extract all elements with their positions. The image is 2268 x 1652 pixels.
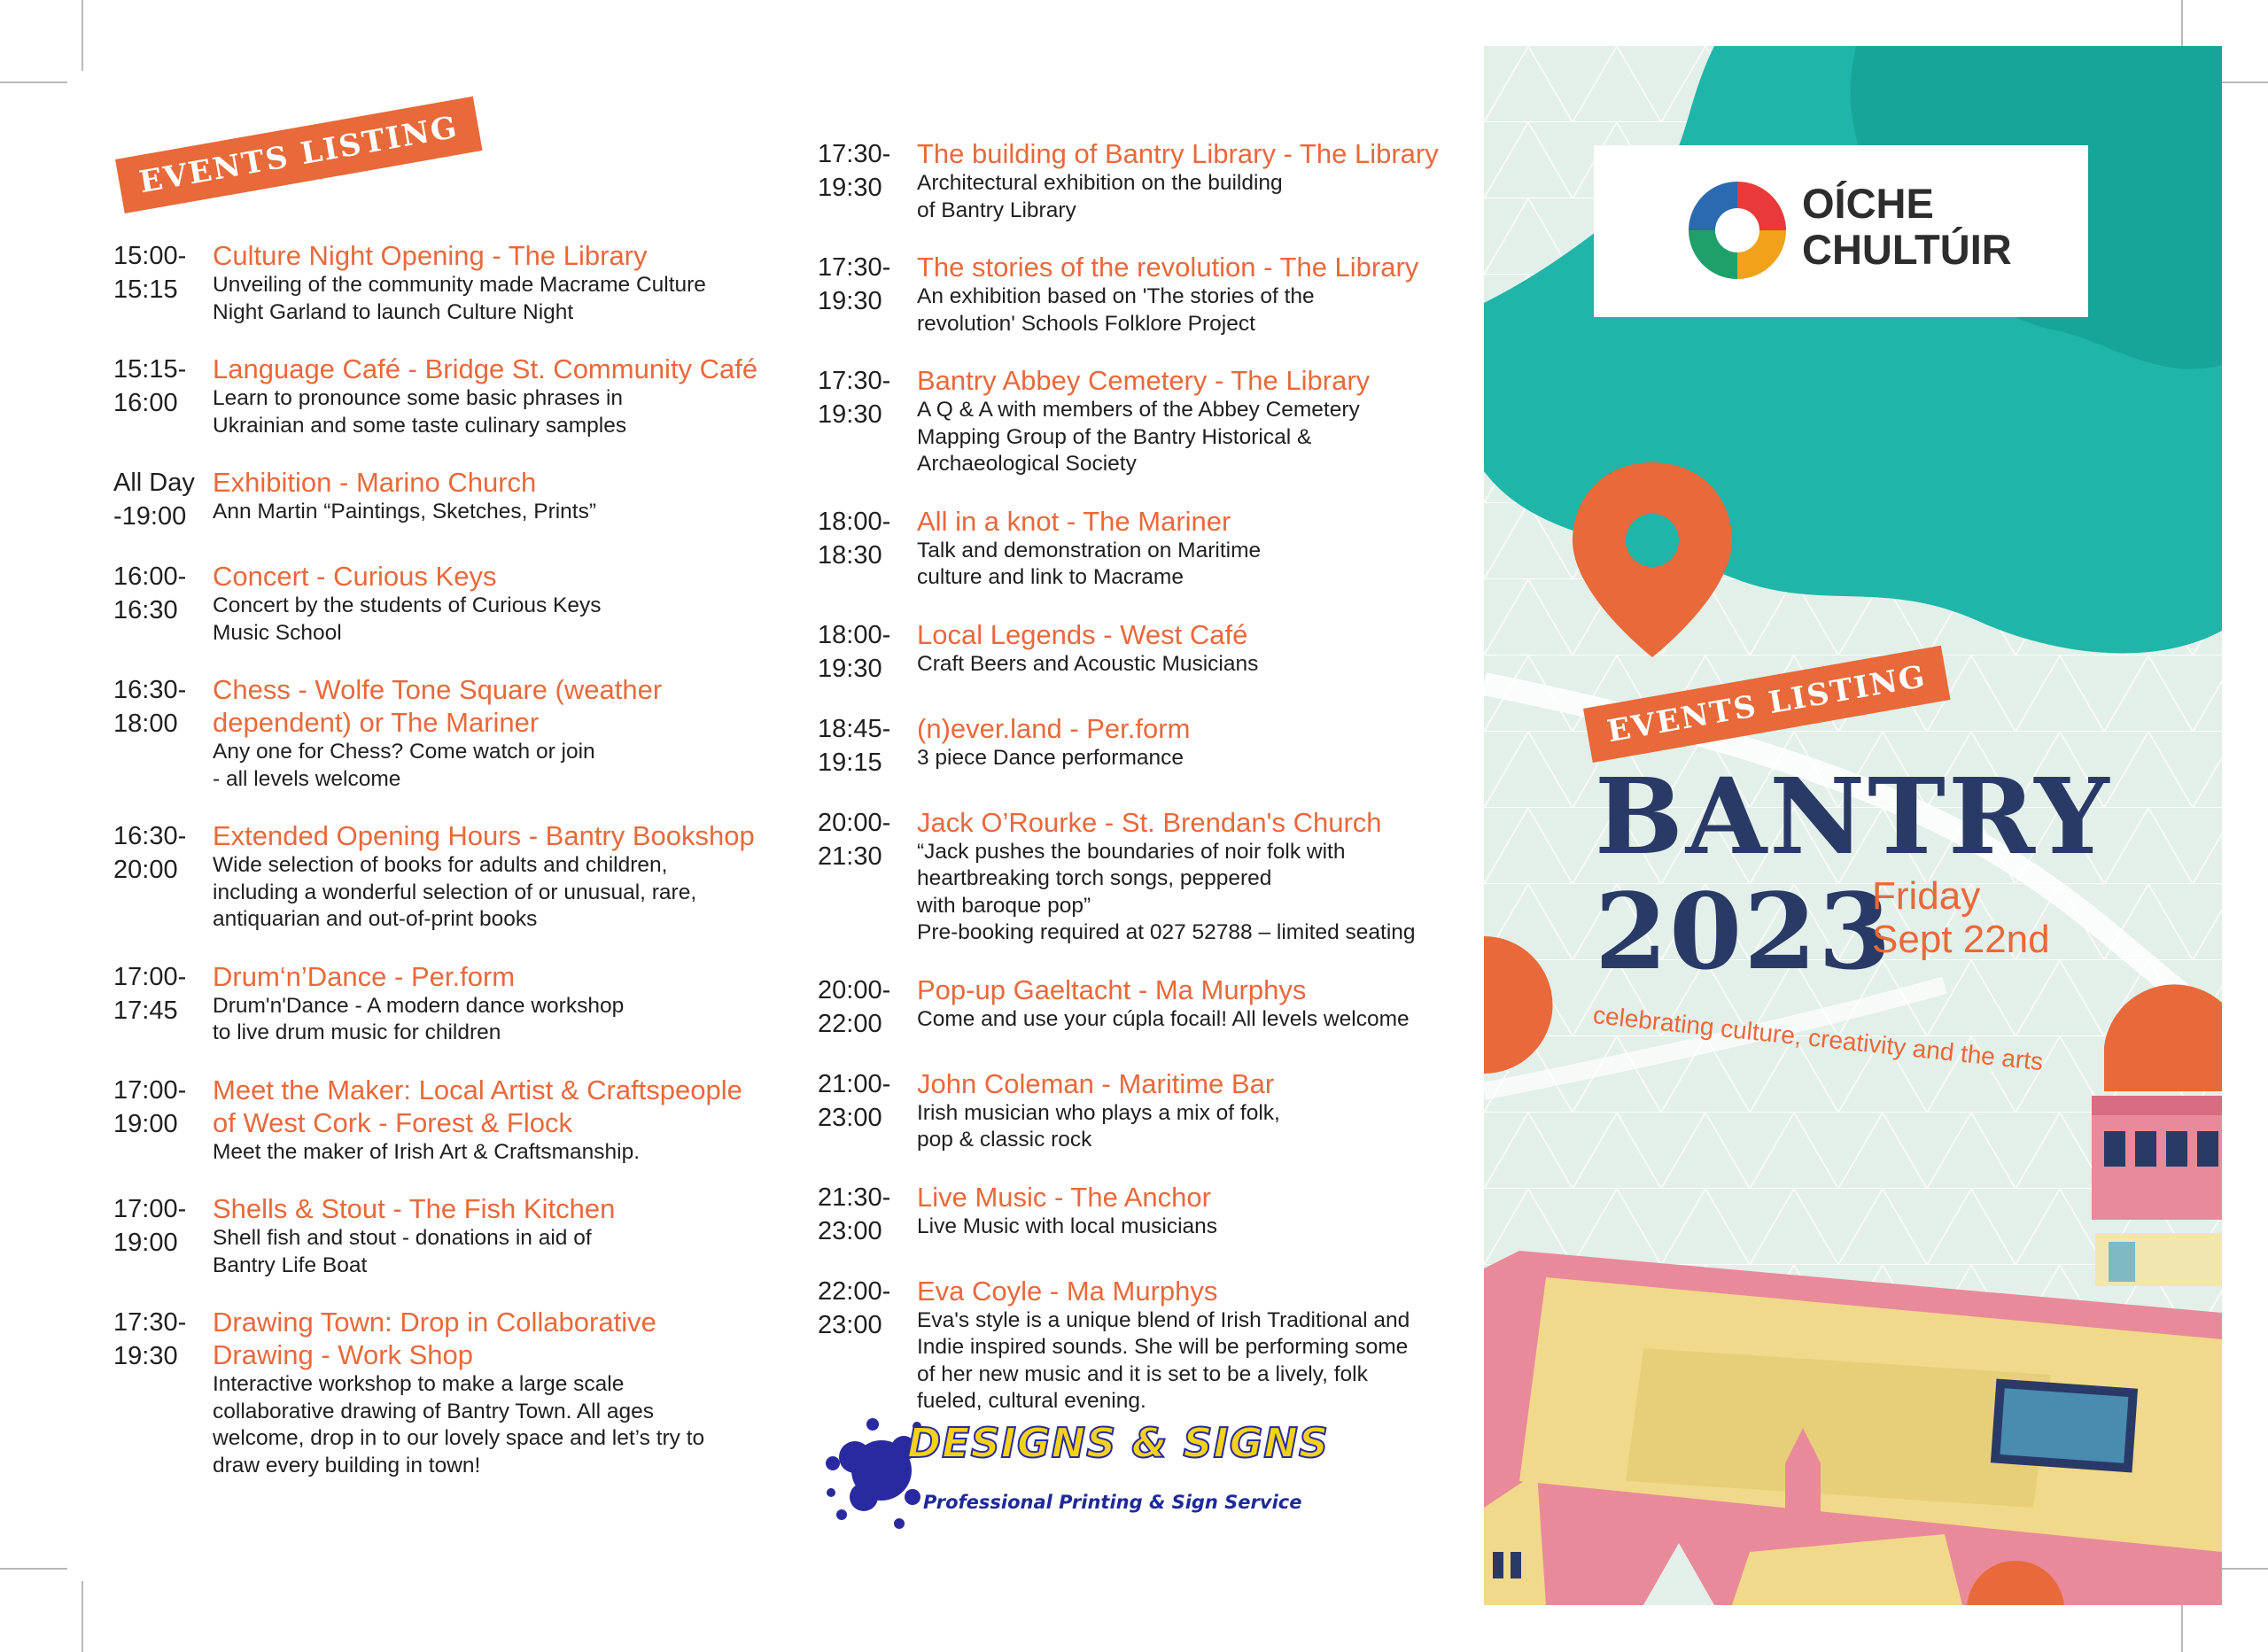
event-time — [113, 466, 195, 533]
event-details — [917, 712, 1190, 772]
event-description: pop & classic rock — [917, 1128, 1092, 1152]
event-description: antiquarian and out-of-print books — [213, 907, 538, 931]
designs-and-signs-logo — [815, 1408, 1330, 1541]
cover-date — [1872, 874, 2050, 961]
event-title: The stories of the revolution - The Library — [917, 252, 1419, 283]
event-description: Any one for Chess? Come watch or join — [213, 740, 595, 764]
event-details — [917, 1275, 1410, 1415]
event-title: Concert - Curious Keys — [213, 561, 497, 592]
event-details — [213, 1074, 742, 1167]
event-time — [818, 251, 890, 318]
event-time-line: 23:00 — [818, 1216, 882, 1245]
event-details — [917, 973, 1410, 1034]
event-description: draw every building in town! — [213, 1453, 481, 1477]
crop-mark — [0, 81, 67, 83]
event-time — [818, 973, 890, 1041]
event-title: dependent) or The Mariner — [213, 707, 540, 738]
event-time — [113, 960, 186, 1028]
event-time — [113, 673, 186, 741]
event-time-line: 19:00 — [113, 1109, 178, 1138]
event-time-line: 16:00- — [113, 562, 187, 591]
event-title: Language Café - Bridge St. Community Café — [213, 353, 758, 384]
event-title: Eva Coyle - Ma Murphys — [917, 1275, 1218, 1307]
event-title: (n)ever.land - Per.form — [917, 712, 1191, 744]
event-time-line: 19:30 — [818, 400, 882, 429]
event-time-line: 16:00 — [113, 389, 178, 417]
event-time — [818, 1275, 890, 1342]
event-title: Exhibition - Marino Church — [213, 467, 537, 498]
event-time-line: 20:00 — [113, 856, 178, 884]
event-details — [213, 960, 624, 1047]
event-description: Ukrainian and some taste culinary samples — [213, 413, 627, 438]
events-listing-banner: EVENTS LISTING — [115, 97, 483, 213]
event-time-line: 19:30 — [113, 1342, 178, 1370]
event-time — [113, 353, 186, 420]
event-details — [917, 1067, 1280, 1154]
event-description: An exhibition based on 'The stories of the — [917, 284, 1315, 308]
event-title: All in a knot - The Mariner — [917, 505, 1231, 537]
event-description: Archaeological Society — [917, 452, 1137, 476]
event-description: Irish musician who plays a mix of folk, — [917, 1100, 1280, 1125]
event-time-line: 17:00- — [113, 1195, 187, 1223]
event-description: Shell fish and stout - donations in aid of — [213, 1226, 592, 1250]
event-title: John Coleman - Maritime Bar — [917, 1067, 1275, 1099]
event-description: Meet the maker of Irish Art & Craftsmanship. — [213, 1139, 641, 1164]
brand-line-2: CHULTÚIR — [1802, 226, 2012, 273]
event-time-line: 23:00 — [818, 1103, 882, 1132]
event-time-line: -19:00 — [113, 502, 187, 531]
cover-date-text: Sept 22nd — [1872, 918, 2050, 961]
event-description: including a wonderful selection of or unusual, rare, — [213, 880, 697, 904]
event-description: collaborative drawing of Bantry Town. All ages — [213, 1399, 654, 1423]
event-time-line: 16:30- — [113, 676, 187, 704]
event-time-line: 17:30- — [113, 1308, 187, 1337]
event-description: with baroque pop” — [917, 893, 1091, 918]
event-time-line: 18:30 — [818, 540, 882, 570]
event-description: Ann Martin “Paintings, Sketches, Prints” — [213, 500, 597, 524]
event-description: Come and use your cúpla focail! All levels welcome — [917, 1006, 1410, 1031]
event-time — [818, 712, 890, 779]
event-time — [113, 1074, 186, 1141]
event-time-line: 19:30 — [818, 287, 882, 315]
event-time-line: 15:15 — [113, 275, 178, 304]
event-description: Pre-booking required at 027 52788 – limited seating — [917, 920, 1416, 944]
event-details — [917, 137, 1439, 224]
event-description: Learn to pronounce some basic phrases in — [213, 386, 624, 410]
event-details — [213, 466, 596, 526]
event-time-line: 17:30- — [818, 140, 891, 168]
event-description: Night Garland to launch Culture Night — [213, 299, 574, 324]
event-time-line: 17:30- — [818, 367, 891, 395]
event-time-line: 18:00- — [818, 620, 891, 649]
event-time — [113, 1306, 186, 1373]
event-time-line: 17:00- — [113, 1075, 187, 1105]
crop-mark — [82, 1581, 83, 1652]
event-description: revolution' Schools Folklore Project — [917, 311, 1255, 336]
event-details — [917, 618, 1258, 679]
event-title: Extended Opening Hours - Bantry Bookshop — [213, 820, 755, 851]
oiche-chultuir-wordmark — [1802, 181, 2012, 273]
event-time-line: 17:00- — [113, 962, 187, 991]
event-details — [213, 673, 662, 793]
event-title: Live Music - The Anchor — [917, 1181, 1211, 1213]
event-time-line: 17:30- — [818, 253, 891, 282]
event-time-line: 19:30 — [818, 174, 882, 202]
brand-line-1: OÍCHE — [1802, 180, 1934, 227]
cover-tagline: celebrating culture, creativity and the arts — [1591, 1001, 2045, 1076]
event-description: Unveiling of the community made Macrame Culture — [213, 273, 706, 297]
event-time — [818, 364, 890, 431]
event-title: Shells & Stout - The Fish Kitchen — [213, 1193, 616, 1224]
event-description: Music School — [213, 620, 342, 645]
event-description: fueled, cultural evening. — [917, 1389, 1146, 1413]
event-time-line: 16:30 — [113, 596, 178, 624]
event-description: culture and link to Macrame — [917, 565, 1184, 589]
event-details — [917, 806, 1416, 947]
event-description: Craft Beers and Acoustic Musicians — [917, 651, 1259, 676]
cover-day: Friday — [1872, 874, 1981, 918]
event-title: The building of Bantry Library - The Library — [917, 138, 1439, 169]
event-details — [917, 1181, 1217, 1241]
cover-panel — [1484, 46, 2222, 1605]
event-title: of West Cork - Forest & Flock — [213, 1106, 572, 1138]
event-time-line: 22:00- — [818, 1276, 891, 1306]
event-description: welcome, drop in to our lovely space and let’s try to — [213, 1426, 705, 1450]
event-time-line: All Day — [113, 469, 195, 497]
event-time-line: 20:00- — [818, 975, 891, 1004]
event-description: Live Music with local musicians — [917, 1214, 1218, 1238]
event-time — [113, 819, 186, 887]
event-description: Wide selection of books for adults and children, — [213, 853, 668, 877]
event-time-line: 19:30 — [818, 654, 882, 683]
event-time — [818, 1181, 890, 1248]
cover-events-listing-banner: EVENTS LISTING — [1583, 646, 1951, 763]
event-time-line: 21:30 — [818, 842, 882, 871]
event-description: Architectural exhibition on the building — [917, 171, 1283, 195]
event-time-line: 18:00 — [113, 710, 178, 738]
event-time-line: 19:15 — [818, 748, 882, 777]
event-time-line: 18:00- — [818, 507, 891, 536]
event-description: Indie inspired sounds. She will be performing some — [917, 1335, 1409, 1359]
event-details — [213, 1192, 615, 1279]
event-description: Bantry Life Boat — [213, 1253, 368, 1277]
event-title: Bantry Abbey Cemetery - The Library — [917, 365, 1371, 396]
event-description: Mapping Group of the Bantry Historical & — [917, 424, 1312, 449]
event-description: A Q & A with members of the Abbey Cemetery — [917, 398, 1360, 422]
event-title: Local Legends - West Café — [917, 618, 1248, 650]
event-details — [213, 239, 706, 326]
event-time-line: 21:00- — [818, 1069, 891, 1098]
sponsor-tagline: Professional Printing & Sign Service — [923, 1492, 1302, 1513]
event-time — [818, 1067, 890, 1135]
event-description: Concert by the students of Curious Keys — [213, 593, 602, 617]
event-details — [213, 1306, 704, 1479]
event-description: of her new music and it is set to be a lively, folk — [917, 1361, 1368, 1386]
event-description: “Jack pushes the boundaries of noir folk with — [917, 839, 1346, 864]
event-description: Drum'n'Dance - A modern dance workshop — [213, 993, 625, 1018]
event-time — [818, 137, 890, 205]
crop-mark — [82, 0, 83, 71]
event-time-line: 19:00 — [113, 1229, 178, 1257]
event-time-line: 23:00 — [818, 1310, 882, 1339]
event-description: Talk and demonstration on Maritime — [917, 538, 1262, 562]
oiche-chultuir-logo — [1594, 145, 2088, 317]
event-title: Jack O’Rourke - St. Brendan's Church — [917, 806, 1382, 838]
event-time-line: 15:00- — [113, 242, 187, 270]
event-description: of Bantry Library — [917, 198, 1076, 222]
event-description: to live drum music for children — [213, 1020, 501, 1044]
event-time — [818, 618, 890, 686]
event-details — [213, 353, 757, 439]
event-title: Chess - Wolfe Tone Square (weather — [213, 674, 663, 705]
event-title: Culture Night Opening - The Library — [213, 240, 648, 271]
event-title: Drawing Town: Drop in Collaborative — [213, 1307, 656, 1338]
event-details — [213, 819, 755, 934]
event-details — [917, 505, 1261, 592]
event-time — [818, 505, 890, 572]
event-time — [113, 239, 186, 306]
event-title: Meet the Maker: Local Artist & Craftspeople — [213, 1074, 742, 1105]
event-time — [113, 560, 186, 627]
sponsor-name: DESIGNS & SIGNS — [907, 1419, 1330, 1467]
event-description: - all levels welcome — [213, 766, 401, 791]
event-time-line: 22:00 — [818, 1009, 882, 1038]
event-time-line: 16:30- — [113, 822, 187, 850]
event-description: heartbreaking torch songs, peppered — [917, 866, 1272, 890]
event-time-line: 20:00- — [818, 808, 891, 837]
event-details — [917, 364, 1370, 478]
event-time — [818, 806, 890, 873]
event-details — [213, 560, 602, 647]
event-time — [113, 1192, 186, 1260]
oiche-chultuir-icon — [1684, 177, 1790, 283]
event-time-line: 17:45 — [113, 996, 178, 1025]
event-description: Eva's style is a unique blend of Irish Traditional and — [917, 1307, 1410, 1332]
event-details — [917, 251, 1418, 337]
event-description: 3 piece Dance performance — [917, 745, 1184, 770]
event-time-line: 18:45- — [818, 714, 891, 743]
cover-year: 2023 — [1595, 870, 1893, 993]
event-title: Drum‘n’Dance - Per.form — [213, 960, 516, 992]
event-title: Pop-up Gaeltacht - Ma Murphys — [917, 973, 1307, 1005]
event-time-line: 15:15- — [113, 355, 187, 384]
cover-town-title: BANTRY — [1595, 755, 2112, 878]
event-time-line: 21:30- — [818, 1183, 891, 1212]
crop-mark — [0, 1568, 67, 1570]
event-title: Drawing - Work Shop — [213, 1339, 474, 1370]
event-description: Interactive workshop to make a large scale — [213, 1372, 625, 1396]
